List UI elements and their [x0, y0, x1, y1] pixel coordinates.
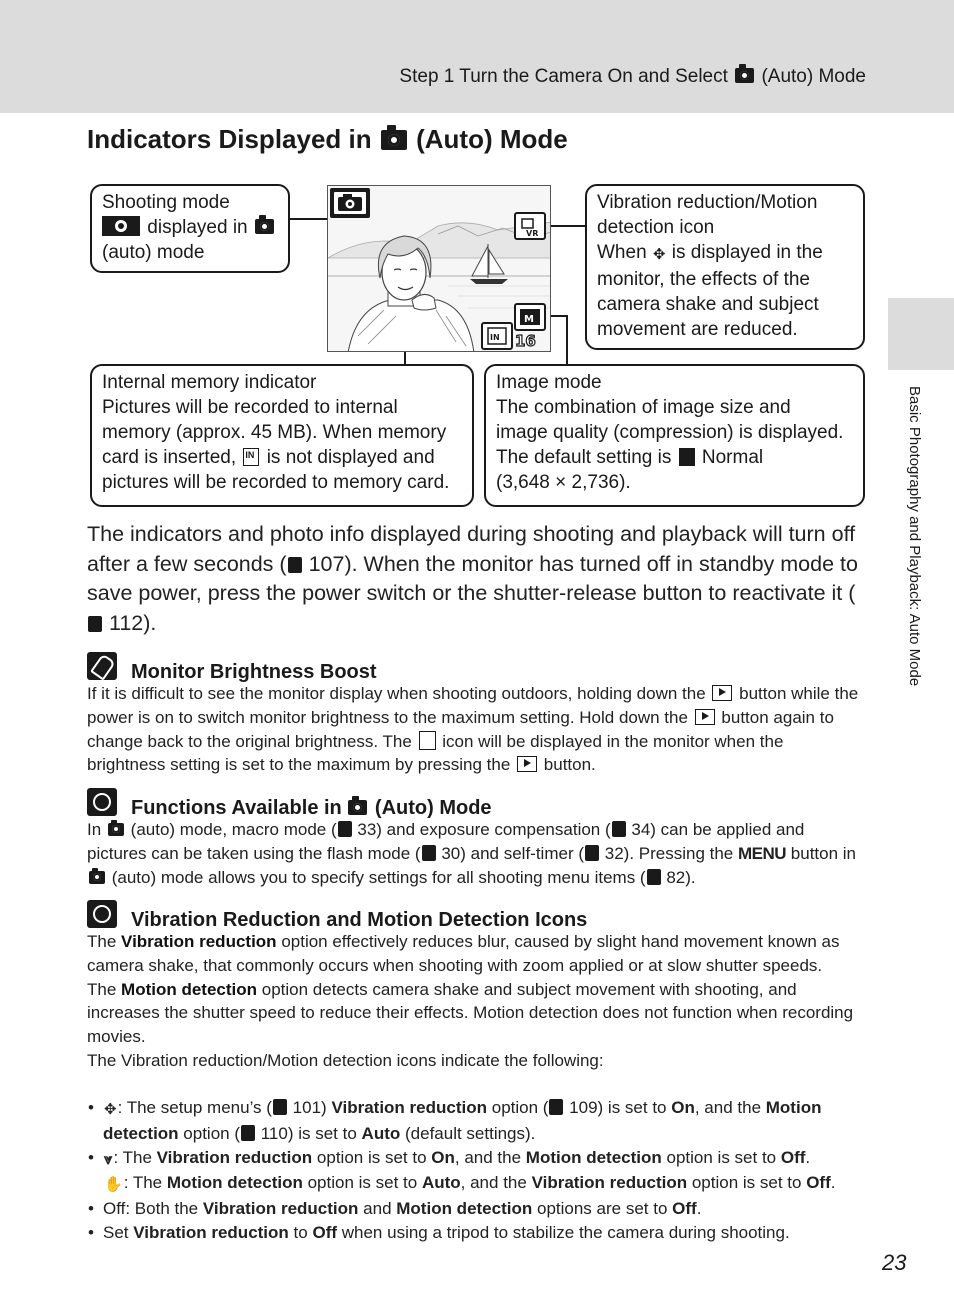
item-text: options are set to — [536, 1199, 668, 1219]
page-title-text: Indicators Displayed in — [87, 124, 372, 154]
note-text-span: (auto) mode, macro mode ( — [130, 820, 337, 839]
note-text-span: button while the power is on to switch monitor brightness to the maximum setting. Hold down the — [87, 684, 859, 727]
page-ref: 32 — [604, 843, 624, 863]
callout-line: Internal memory indicator — [102, 372, 317, 393]
setting-value: Off — [780, 1147, 806, 1167]
item-text: when using a tripod to stabilize the camera during shooting. — [341, 1222, 790, 1242]
callout-line: Pictures will be recorded to internal — [102, 397, 398, 418]
page-ref: 112 — [108, 610, 144, 635]
page-ref: 109 — [569, 1098, 598, 1117]
list-item — [87, 1197, 867, 1221]
callout-line: movement are reduced. — [597, 319, 798, 340]
page-reference-icon — [585, 845, 599, 861]
auto-mode-camera-icon — [89, 871, 105, 884]
list-item — [87, 1096, 867, 1146]
page-reference-icon — [88, 616, 102, 632]
setting-name: Motion detection — [103, 1098, 822, 1143]
setting-name: Vibration reduction — [331, 1098, 487, 1117]
callout-internal-memory — [90, 364, 474, 507]
note-text-span: ). — [685, 867, 696, 887]
callout-image-mode — [484, 364, 865, 507]
note-tip-icon — [87, 788, 117, 816]
note-text-span: The — [87, 932, 117, 951]
running-head — [399, 66, 866, 88]
note-text-span: option effectively reduces blur, caused by slight hand movement known as camera shake, that commonly occurs when shooting with zoom applied or at slow shutter speeds. — [87, 932, 840, 975]
note-text-span: The — [87, 979, 117, 999]
note-text-span: ) and self-timer ( — [460, 843, 584, 863]
vibration-reduction-icon: ✥ — [104, 1101, 117, 1118]
callout-line-text: displayed in — [147, 217, 248, 238]
item-text: and — [363, 1199, 392, 1219]
page-reference-icon — [422, 845, 436, 861]
page-reference-icon — [273, 1099, 287, 1115]
connector-line — [546, 225, 587, 227]
callout-line: pictures will be recorded to memory card. — [102, 472, 450, 493]
auto-mode-camera-icon — [255, 219, 274, 234]
note-text-span: button again to change back to the original brightness. The — [87, 707, 834, 751]
image-mode-icon — [679, 448, 695, 466]
note-title-brightness — [87, 652, 377, 684]
setting-value: Off — [806, 1173, 831, 1193]
internal-memory-icon — [243, 448, 259, 466]
setting-value: On — [671, 1098, 695, 1117]
callout-line: detection icon — [597, 217, 715, 238]
setting-name: Vibration reduction — [156, 1147, 313, 1167]
note-title-text: Functions Available in — [131, 797, 342, 819]
item-text: . — [696, 1199, 702, 1219]
playback-button-icon — [712, 685, 732, 701]
svg-text:VR: VR — [526, 229, 539, 238]
callout-line: (3,648 × 2,736). — [496, 472, 631, 493]
setting-name: Vibration reduction — [531, 1173, 688, 1193]
monitor-scene — [328, 186, 551, 352]
note-text-span: button in — [790, 843, 857, 863]
item-text: , and the — [454, 1147, 522, 1167]
item-text: . — [805, 1147, 811, 1167]
callout-line — [102, 215, 278, 240]
callout-line: Shooting mode — [102, 192, 230, 213]
item-text: ) is set to — [287, 1123, 357, 1143]
setting-name: Vibration reduction — [121, 932, 277, 951]
item-text: ) is set to — [597, 1098, 667, 1117]
note-text-span: In — [87, 820, 102, 839]
intro-text: ). When the monitor has turned off in standby mode to save power, press the power switch or the shutter-release button to reactivate it ( — [87, 551, 858, 605]
item-text: to — [293, 1222, 308, 1242]
callout-shooting-mode — [90, 184, 290, 273]
callout-line: Vibration reduction/Motion — [597, 192, 818, 213]
item-text: option ( — [491, 1098, 549, 1117]
callout-line — [597, 240, 853, 267]
callout-line — [102, 445, 462, 470]
note-paragraph: The Vibration reduction/Motion detection icons indicate the following: — [87, 1050, 604, 1070]
note-tip-icon — [87, 900, 117, 928]
setting-name: Motion detection — [166, 1173, 303, 1193]
playback-button-icon — [517, 756, 537, 772]
callout-line: Image mode — [496, 372, 602, 393]
camera-monitor-illustration — [327, 185, 551, 352]
page-number: 23 — [882, 1250, 907, 1275]
item-text: option is set to — [666, 1147, 777, 1167]
setting-value: On — [431, 1147, 455, 1167]
callout-line — [496, 445, 853, 470]
setting-name: Motion detection — [525, 1147, 662, 1167]
vr-icon-list — [87, 1096, 867, 1245]
note-text-span: ) can be applied and pictures can be taken using the flash mode ( — [87, 820, 805, 863]
intro-text: The indicators and photo info displayed during shooting and playback will turn off after a few seconds ( — [87, 522, 856, 576]
svg-text:IN: IN — [490, 333, 500, 342]
callout-line-text: is displayed in the — [671, 242, 823, 263]
callout-line: monitor, the effects of the — [597, 269, 810, 290]
note-title-vibration — [87, 900, 587, 932]
item-text: , and the — [460, 1173, 527, 1193]
note-text-span: ) and exposure compensation ( — [376, 820, 611, 839]
intro-paragraph — [87, 520, 867, 638]
shooting-mode-camera-icon — [102, 216, 140, 236]
brightness-boost-icon — [419, 731, 436, 750]
item-text: option is set to — [691, 1173, 802, 1193]
list-item — [87, 1221, 867, 1245]
auto-mode-camera-icon — [381, 130, 407, 150]
note-text-functions — [87, 818, 865, 889]
callout-line-text: is not displayed and — [266, 447, 435, 468]
callout-line: image quality (compression) is displayed. — [496, 422, 844, 443]
setting-value: Off — [672, 1199, 697, 1219]
note-text-brightness — [87, 682, 865, 777]
frames-remaining-count: 16 — [515, 332, 536, 350]
setting-value: Off — [312, 1222, 338, 1242]
item-text: (default settings). — [405, 1123, 536, 1143]
callout-line-text: card is inserted, — [102, 447, 237, 468]
page-ref: 107 — [308, 551, 345, 576]
page-ref: 33 — [357, 820, 377, 839]
intro-text: ). — [143, 610, 157, 635]
note-text-span: button. — [543, 755, 596, 775]
section-tab-label: Basic Photography and Playback: Auto Mode — [906, 386, 923, 687]
page-ref: 101 — [292, 1098, 322, 1117]
note-title-text: Vibration Reduction and Motion Detection Icons — [131, 909, 588, 931]
page-reference-icon — [612, 821, 626, 837]
list-item — [87, 1171, 867, 1197]
running-head-text: Step 1 Turn the Camera On and Select — [399, 66, 728, 87]
page-reference-icon — [647, 869, 661, 885]
note-text-span: option detects camera shake and subject movement with shooting, and increases the shutter speed to reduce their effects. Motion detection does not function when recording movies. — [87, 979, 854, 1047]
item-text: : The — [123, 1173, 163, 1193]
setting-name: Vibration reduction — [133, 1222, 289, 1242]
note-text-span: (auto) mode allows you to specify settings for all shooting menu items ( — [111, 867, 646, 887]
item-text: : The setup menu’s ( — [117, 1098, 272, 1117]
svg-text:M: M — [524, 314, 534, 325]
note-text-span: If it is difficult to see the monitor display when shooting outdoors, holding down the — [87, 684, 706, 703]
callout-line-text: When — [597, 242, 647, 263]
list-item — [87, 1146, 867, 1172]
item-text: Off: Both the — [103, 1199, 199, 1219]
auto-mode-camera-icon — [735, 68, 754, 83]
note-title-text: Monitor Brightness Boost — [131, 661, 377, 683]
setting-value: Auto — [361, 1123, 401, 1143]
item-text: : The — [113, 1147, 152, 1167]
callout-vibration-reduction — [585, 184, 865, 350]
note-paragraph — [87, 978, 865, 1049]
setting-name: Motion detection — [121, 979, 258, 999]
page-reference-icon — [338, 821, 352, 837]
note-text-span: ). Pressing the — [623, 843, 734, 863]
callout-line: camera shake and subject — [597, 294, 819, 315]
item-text: . — [830, 1173, 836, 1193]
running-head-text-post: (Auto) Mode — [761, 66, 866, 87]
item-text: option is set to — [316, 1147, 427, 1167]
page-reference-icon — [288, 557, 302, 573]
item-text: option ( — [183, 1123, 240, 1143]
auto-mode-camera-icon — [108, 823, 124, 836]
page-reference-icon — [241, 1125, 255, 1141]
item-text: Set — [103, 1222, 129, 1242]
header-band — [0, 0, 954, 113]
auto-mode-camera-icon — [348, 800, 367, 815]
item-text: ) — [321, 1098, 327, 1117]
callout-line-text: Normal — [701, 447, 764, 468]
page-ref: 110 — [260, 1123, 288, 1143]
vr-only-icon: ⩔ — [104, 1150, 113, 1168]
section-tab — [888, 298, 954, 370]
note-paragraph — [87, 930, 865, 978]
playback-button-icon — [695, 709, 715, 725]
vibration-reduction-icon: ✥ — [652, 246, 666, 263]
note-title-functions — [87, 788, 492, 820]
item-text: option is set to — [307, 1173, 418, 1193]
note-text-span: icon will be displayed in the monitor when the brightness setting is set to the maximum by pressing the — [87, 731, 784, 775]
motion-detection-icon: ✋ — [104, 1176, 123, 1194]
connector-line — [288, 218, 329, 220]
connector-line — [566, 315, 568, 365]
callout-line-text: The default setting is — [496, 447, 672, 468]
note-title-text: (Auto) Mode — [374, 797, 492, 819]
callout-line: The combination of image size and — [496, 397, 791, 418]
page-title — [87, 124, 568, 155]
page-ref: 82 — [666, 867, 686, 887]
callout-line: memory (approx. 45 MB). When memory — [102, 422, 447, 443]
setting-value: Auto — [421, 1173, 461, 1193]
callout-line: (auto) mode — [102, 242, 205, 263]
note-text-vibration — [87, 930, 865, 1073]
page-title-text-post: (Auto) Mode — [416, 124, 568, 154]
item-text: , and the — [694, 1098, 762, 1117]
page-ref: 34 — [631, 820, 651, 839]
page-ref: 30 — [441, 843, 461, 863]
setting-name: Motion detection — [396, 1199, 533, 1219]
page-reference-icon — [549, 1099, 563, 1115]
setting-name: Vibration reduction — [202, 1199, 359, 1219]
note-pencil-icon — [87, 652, 117, 680]
menu-button-label: MENU — [738, 843, 787, 863]
